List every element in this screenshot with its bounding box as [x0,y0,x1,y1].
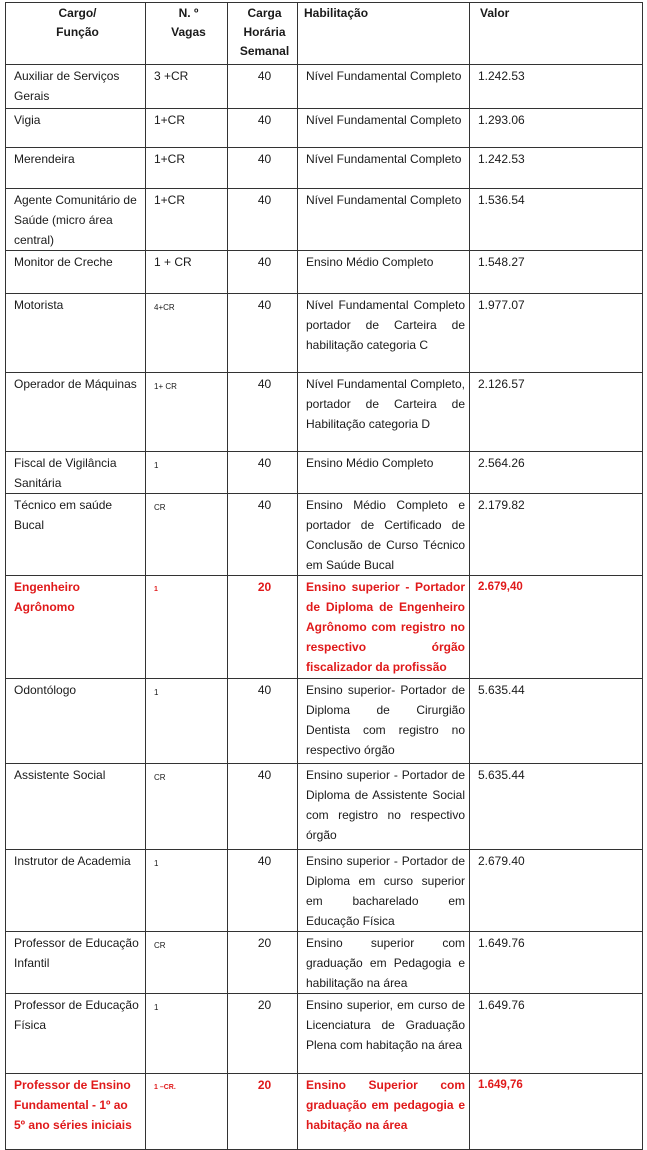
cell-cargo: Auxiliar de Serviços Gerais [6,65,146,109]
cell-habilitacao: Nível Fundamental Completo [298,148,470,189]
table-row [6,148,643,189]
cell-habilitacao: Nível Fundamental Completo portador de Carteira de habilitação categoria C [298,294,470,373]
cell-cargo: Odontólogo [6,679,146,764]
cell-carga: 20 [228,1074,298,1150]
cell-carga: 20 [228,994,298,1074]
cell-carga: 40 [228,65,298,109]
cell-habilitacao: Nível Fundamental Completo [298,109,470,148]
cell-habilitacao: Nível Fundamental Completo [298,189,470,251]
cell-cargo: Fiscal de Vigilância Sanitária [6,452,146,494]
cell-valor: 2.679,40 [470,576,643,679]
table-row [6,373,643,452]
cell-cargo: Instrutor de Academia [6,850,146,932]
header-carga-line2: Horária [243,25,286,39]
cell-vagas: 1 –CR. [146,1074,228,1150]
cell-carga: 40 [228,294,298,373]
cell-valor: 1.977.07 [470,294,643,373]
table-row [6,994,643,1074]
table-row [6,576,643,679]
jobs-table [5,2,643,1150]
table-body [6,65,643,1150]
table-header-row [6,3,643,65]
table-row [6,1074,643,1150]
cell-cargo: Operador de Máquinas [6,373,146,452]
cell-vagas: 1+ CR [146,373,228,452]
cell-cargo: Técnico em saúde Bucal [6,494,146,576]
cell-valor: 2.179.82 [470,494,643,576]
cell-cargo: Motorista [6,294,146,373]
cell-carga: 40 [228,764,298,850]
cell-habilitacao: Ensino Médio Completo e portador de Certificado de Conclusão de Curso Técnico em Saúde Bucal [298,494,470,576]
cell-habilitacao: Ensino Médio Completo [298,251,470,294]
cell-vagas: 1 + CR [146,251,228,294]
header-habilitacao: Habilitação [298,3,470,65]
cell-vagas: 1 [146,576,228,679]
cell-habilitacao: Ensino superior- Portador de Diploma de Cirurgião Dentista com registro no respectivo órgão [298,679,470,764]
table-row [6,932,643,994]
table-row [6,251,643,294]
cell-habilitacao: Ensino superior com graduação em Pedagogia e habilitação na área [298,932,470,994]
cell-vagas: 1+CR [146,109,228,148]
header-cargo [6,3,146,65]
cell-vagas: 1 [146,452,228,494]
cell-valor: 5.635.44 [470,679,643,764]
cell-vagas: CR [146,764,228,850]
cell-carga: 40 [228,109,298,148]
cell-cargo: Merendeira [6,148,146,189]
header-carga-line1: Carga [247,6,282,20]
header-vagas [146,3,228,65]
table-row [6,850,643,932]
cell-valor: 1.242.53 [470,65,643,109]
cell-cargo: Engenheiro Agrônomo [6,576,146,679]
cell-carga: 40 [228,251,298,294]
cell-habilitacao: Ensino superior - Portador de Diploma em curso superior em bacharelado em Educação Física [298,850,470,932]
header-carga [228,3,298,65]
header-carga-line3: Semanal [239,44,290,58]
cell-valor: 1.536.54 [470,189,643,251]
cell-habilitacao: Ensino superior - Portador de Diploma de Engenheiro Agrônomo com registro no respectivo órgão fiscalizador da profissão [298,576,470,679]
cell-valor: 2.679.40 [470,850,643,932]
cell-carga: 40 [228,148,298,189]
cell-vagas: CR [146,932,228,994]
header-vagas-line2: Vagas [171,25,206,39]
cell-valor: 1.649,76 [470,1074,643,1150]
cell-valor: 2.126.57 [470,373,643,452]
cell-vagas: 4+CR [146,294,228,373]
cell-cargo: Professor de Educação Infantil [6,932,146,994]
cell-carga: 40 [228,850,298,932]
table-row [6,65,643,109]
cell-habilitacao: Ensino superior, em curso de Licenciatura de Graduação Plena com habitação na área [298,994,470,1074]
cell-carga: 40 [228,679,298,764]
cell-habilitacao: Nível Fundamental Completo [298,65,470,109]
table-row [6,764,643,850]
table-row [6,109,643,148]
cell-vagas: 1 [146,850,228,932]
cell-valor: 1.293.06 [470,109,643,148]
cell-vagas: 1+CR [146,148,228,189]
table-row [6,452,643,494]
cell-vagas: 1 [146,679,228,764]
cell-vagas: CR [146,494,228,576]
cell-carga: 20 [228,576,298,679]
header-vagas-line1: N. º [178,6,199,20]
cell-cargo: Agente Comunitário de Saúde (micro área central) [6,189,146,251]
cell-cargo: Assistente Social [6,764,146,850]
cell-habilitacao: Ensino superior - Portador de Diploma de Assistente Social com registro no respectivo órgão [298,764,470,850]
header-valor: Valor [470,3,643,65]
header-cargo-line1: Cargo/ [58,6,97,20]
cell-habilitacao: Ensino Médio Completo [298,452,470,494]
header-cargo-line2: Função [56,25,99,39]
cell-vagas: 3 +CR [146,65,228,109]
cell-cargo: Vigia [6,109,146,148]
cell-carga: 20 [228,932,298,994]
cell-vagas: 1 [146,994,228,1074]
table-row [6,679,643,764]
cell-valor: 5.635.44 [470,764,643,850]
cell-cargo: Professor de Ensino Fundamental - 1º ao 5º ano séries iniciais [6,1074,146,1150]
cell-carga: 40 [228,452,298,494]
cell-carga: 40 [228,189,298,251]
cell-cargo: Monitor de Creche [6,251,146,294]
cell-habilitacao: Ensino Superior com graduação em pedagogia e habitação na área [298,1074,470,1150]
cell-carga: 40 [228,373,298,452]
table-row [6,494,643,576]
cell-habilitacao: Nível Fundamental Completo, portador de Carteira de Habilitação categoria D [298,373,470,452]
cell-valor: 1.649.76 [470,994,643,1074]
cell-valor: 2.564.26 [470,452,643,494]
table-row [6,189,643,251]
cell-vagas: 1+CR [146,189,228,251]
cell-cargo: Professor de Educação Física [6,994,146,1074]
cell-valor: 1.242.53 [470,148,643,189]
cell-valor: 1.548.27 [470,251,643,294]
cell-valor: 1.649.76 [470,932,643,994]
table-row [6,294,643,373]
cell-carga: 40 [228,494,298,576]
